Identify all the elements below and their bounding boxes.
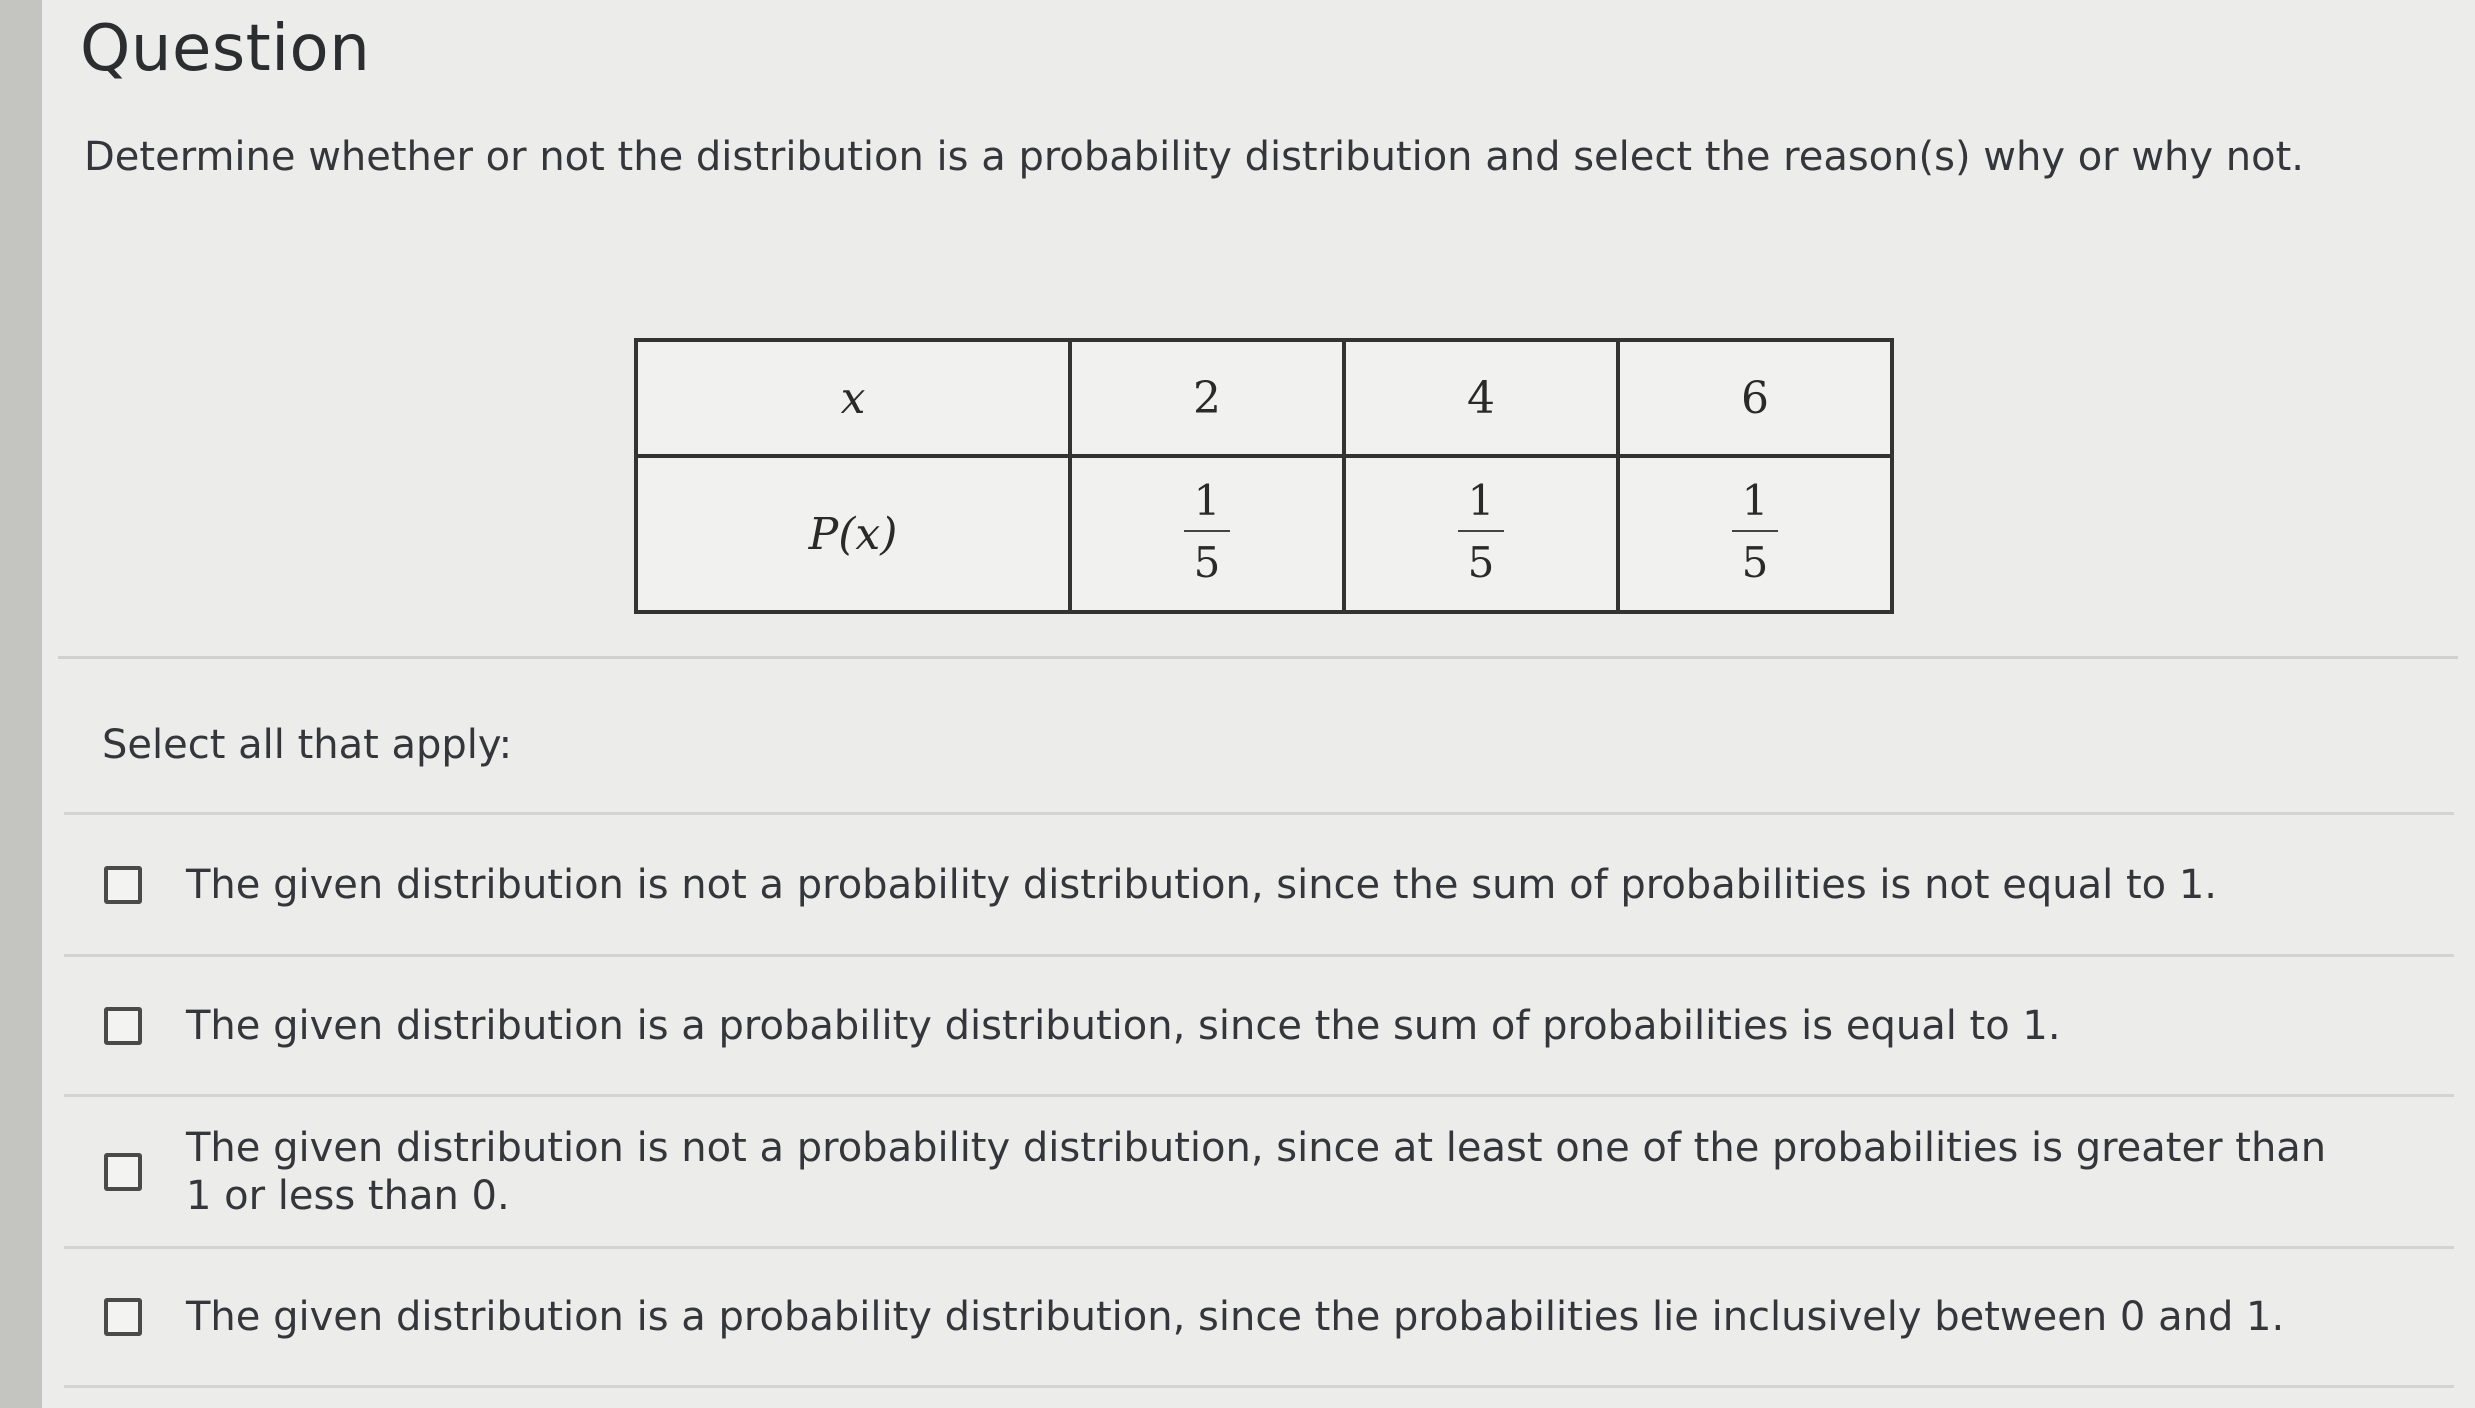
denominator: 5	[1741, 538, 1769, 587]
window-edge	[0, 0, 42, 1408]
checkbox[interactable]	[104, 1007, 142, 1045]
section-divider	[58, 656, 2458, 659]
checkbox[interactable]	[104, 1153, 142, 1191]
probability-row	[636, 456, 1892, 612]
x-value: 4	[1344, 340, 1618, 456]
fraction	[1732, 476, 1779, 587]
answer-options	[64, 812, 2454, 1388]
question-prompt: Determine whether or not the distribution is a probability distribution and select the reason(s) why or why not.	[84, 134, 2305, 180]
x-row	[636, 340, 1892, 456]
numerator: 1	[1184, 480, 1231, 532]
x-value: 2	[1070, 340, 1344, 456]
select-all-label: Select all that apply:	[102, 722, 513, 768]
answer-option[interactable]	[64, 812, 2454, 954]
question-page	[42, 0, 2475, 1408]
option-text: The given distribution is a probability distribution, since the sum of probabilities is equal to 1.	[186, 1002, 2061, 1049]
fraction	[1184, 476, 1231, 587]
numerator: 1	[1458, 480, 1505, 532]
denominator: 5	[1193, 538, 1221, 587]
checkbox[interactable]	[104, 866, 142, 904]
option-text: The given distribution is a probability distribution, since the probabilities lie inclusively between 0 and 1.	[186, 1294, 2285, 1340]
checkbox[interactable]	[104, 1298, 142, 1336]
denominator: 5	[1467, 538, 1495, 587]
probability-header: P(x)	[636, 456, 1070, 612]
probability-value	[1070, 456, 1344, 612]
answer-option[interactable]	[64, 1094, 2454, 1246]
answer-option[interactable]	[64, 954, 2454, 1094]
distribution-table	[634, 338, 1894, 614]
numerator: 1	[1732, 480, 1779, 532]
option-text: The given distribution is not a probability distribution, since the sum of probabilities is not equal to 1.	[186, 861, 2218, 908]
x-value: 6	[1618, 340, 1892, 456]
option-text: The given distribution is not a probability distribution, since at least one of the probabilities is greater than 1 or less than 0.	[186, 1124, 2327, 1219]
probability-value	[1344, 456, 1618, 612]
question-heading: Question	[80, 12, 371, 86]
x-header: x	[636, 340, 1070, 456]
probability-value	[1618, 456, 1892, 612]
answer-option[interactable]	[64, 1246, 2454, 1388]
fraction	[1458, 476, 1505, 587]
